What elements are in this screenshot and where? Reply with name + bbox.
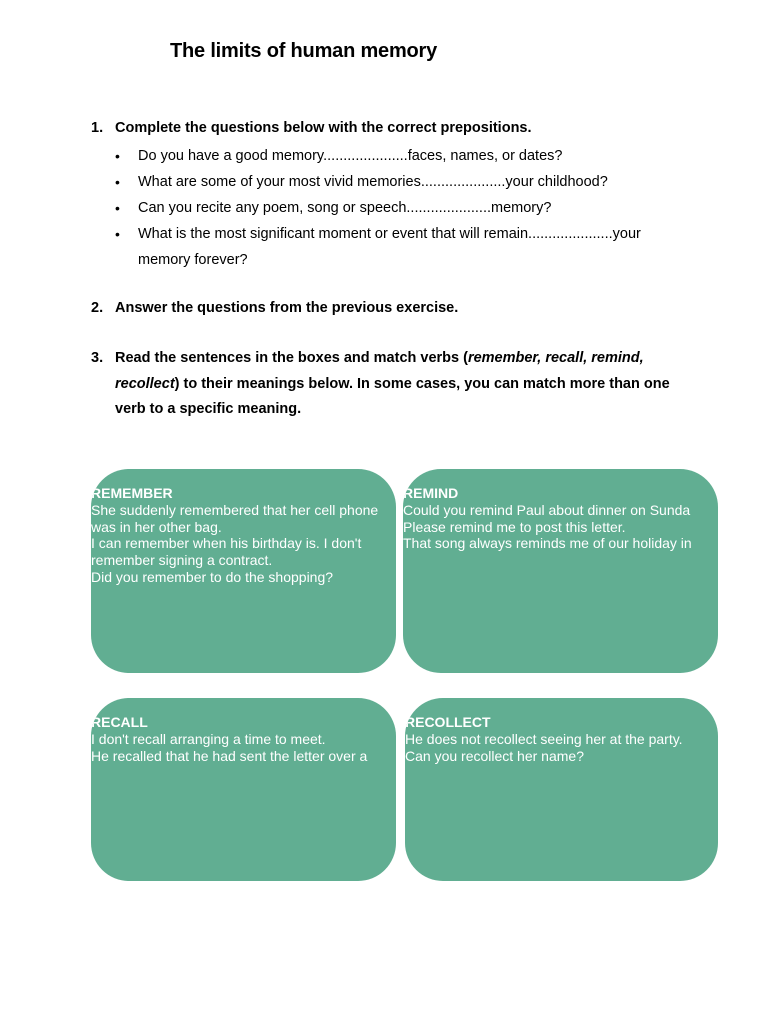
box-heading: RECOLLECT bbox=[405, 714, 491, 730]
box-heading: RECALL bbox=[91, 714, 148, 730]
box-heading: REMEMBER bbox=[91, 485, 173, 501]
bullet-icon: • bbox=[115, 148, 120, 164]
bullet-icon: • bbox=[115, 174, 120, 190]
question-text: Read the sentences in the boxes and match verbs (remember, recall, remind, recollect) to their meanings below. In some cases, you can match more than one verb to a specific meaning. bbox=[115, 350, 670, 417]
list-item: • What are some of your most vivid memories.....................your childhood? bbox=[115, 169, 695, 195]
list-item: • Do you have a good memory.....................faces, names, or dates? bbox=[115, 143, 695, 169]
example-sentence: That song always reminds me of our holiday in bbox=[403, 535, 692, 552]
example-sentence: Could you remind Paul about dinner on Sunda bbox=[403, 501, 691, 518]
question-2 bbox=[91, 296, 651, 322]
question-1 bbox=[91, 116, 651, 142]
example-sentence: I can remember when his birthday is. I don't remember signing a contract. bbox=[91, 535, 362, 569]
bullet-icon: • bbox=[115, 226, 120, 242]
box-remind bbox=[403, 469, 718, 673]
list-item: • Can you recite any poem, song or speech.....................memory? bbox=[115, 195, 695, 221]
list-item: • What is the most significant moment or event that will remain.....................your memory forever? bbox=[115, 221, 695, 273]
verb-list: remember, recall, remind, recollect bbox=[115, 350, 644, 392]
page-title: The limits of human memory bbox=[170, 40, 438, 62]
box-recall bbox=[91, 698, 396, 881]
question-text: Answer the questions from the previous exercise. bbox=[115, 300, 459, 316]
box-heading: REMIND bbox=[403, 485, 459, 501]
example-sentence: She suddenly remembered that her cell phone was in her other bag. bbox=[91, 501, 379, 535]
example-sentence: He does not recollect seeing her at the party. bbox=[405, 730, 683, 747]
question-1-list bbox=[115, 143, 695, 273]
box-recollect bbox=[405, 698, 718, 881]
box-remember bbox=[91, 469, 396, 673]
question-number: 2. bbox=[91, 300, 104, 316]
example-sentence: Did you remember to do the shopping? bbox=[91, 568, 334, 585]
example-sentence: I don't recall arranging a time to meet. bbox=[91, 730, 326, 747]
question-number: 1. bbox=[91, 120, 104, 136]
question-number: 3. bbox=[91, 350, 104, 366]
example-sentence: Please remind me to post this letter. bbox=[403, 518, 626, 535]
example-sentence: Can you recollect her name? bbox=[405, 747, 584, 764]
example-sentence: He recalled that he had sent the letter over a bbox=[91, 747, 368, 764]
bullet-icon: • bbox=[115, 200, 120, 216]
question-text: Complete the questions below with the correct prepositions. bbox=[115, 120, 532, 136]
question-3 bbox=[91, 346, 691, 426]
